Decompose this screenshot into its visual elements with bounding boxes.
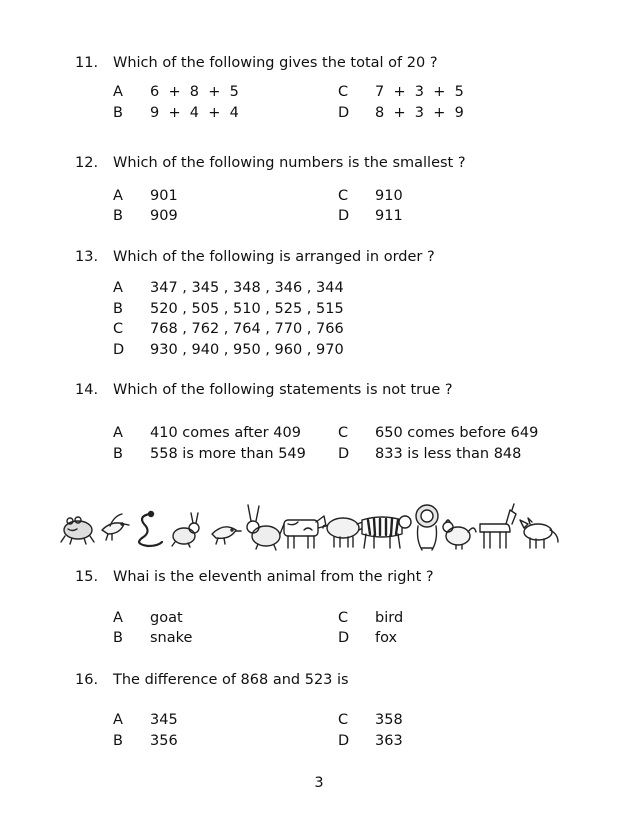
question-12-text: Which of the following numbers is the smallest ? <box>113 155 466 171</box>
question-15-number: 15. <box>75 569 99 585</box>
question-11-number: 11. <box>75 55 99 71</box>
q16-option-a-text: 345 <box>150 712 178 728</box>
q13-option-a-text: 347 , 345 , 348 , 346 , 344 <box>150 280 344 296</box>
tiger-icon <box>362 516 411 548</box>
q11-option-b-letter: B <box>113 105 123 121</box>
q13-option-b-letter: B <box>113 301 123 317</box>
q16-option-b-text: 356 <box>150 733 178 749</box>
q13-option-d-letter: D <box>113 342 125 358</box>
q12-option-d-text: 911 <box>375 208 403 224</box>
question-14-text: Which of the following statements is not true ? <box>113 382 453 398</box>
q12-option-c-text: 910 <box>375 188 403 204</box>
q14-option-a-text: 410 comes after 409 <box>150 425 301 441</box>
cow-icon <box>280 516 326 548</box>
rabbit-icon <box>172 513 199 547</box>
q14-option-c-letter: C <box>338 425 349 441</box>
q11-option-b-text: 9 + 4 + 4 <box>150 105 239 121</box>
q12-option-b-letter: B <box>113 208 123 224</box>
q12-option-a-text: 901 <box>150 188 178 204</box>
q13-option-a-letter: A <box>113 280 123 296</box>
question-12-number: 12. <box>75 155 99 171</box>
q16-option-d-text: 363 <box>375 733 403 749</box>
q15-option-a-text: goat <box>150 610 183 626</box>
q11-option-c-text: 7 + 3 + 5 <box>375 84 464 100</box>
q15-option-c-letter: C <box>338 610 349 626</box>
animal-row-illustration <box>60 494 560 554</box>
rabbit-icon <box>247 505 280 550</box>
question-15-text: Whai is the eleventh animal from the right ? <box>113 569 434 585</box>
q15-option-b-letter: B <box>113 630 123 646</box>
q11-option-c-letter: C <box>338 84 349 100</box>
snake-icon <box>139 512 162 547</box>
pig-icon <box>323 518 363 547</box>
question-14-number: 14. <box>75 382 99 398</box>
q14-option-d-letter: D <box>338 446 350 462</box>
goat-icon <box>480 504 516 548</box>
q13-option-b-text: 520 , 505 , 510 , 525 , 515 <box>150 301 344 317</box>
fox-icon <box>520 518 558 548</box>
q14-option-b-letter: B <box>113 446 123 462</box>
page-number: 3 <box>314 775 324 791</box>
q16-option-a-letter: A <box>113 712 123 728</box>
q12-option-b-text: 909 <box>150 208 178 224</box>
question-13-text: Which of the following is arranged in order ? <box>113 249 435 265</box>
q16-option-c-text: 358 <box>375 712 403 728</box>
q11-option-d-text: 8 + 3 + 9 <box>375 105 464 121</box>
q12-option-c-letter: C <box>338 188 349 204</box>
q15-option-c-text: bird <box>375 610 404 626</box>
q14-option-d-text: 833 is less than 848 <box>375 446 522 462</box>
q13-option-c-text: 768 , 762 , 764 , 770 , 766 <box>150 321 344 337</box>
bird-icon <box>102 514 129 540</box>
bird-icon <box>212 527 241 544</box>
question-11-text: Which of the following gives the total of 20 ? <box>113 55 438 71</box>
q12-option-a-letter: A <box>113 188 123 204</box>
q13-option-d-text: 930 , 940 , 950 , 960 , 970 <box>150 342 344 358</box>
frog-icon <box>61 517 94 544</box>
q16-option-b-letter: B <box>113 733 123 749</box>
question-16-text: The difference of 868 and 523 is <box>113 672 349 688</box>
question-13-number: 13. <box>75 249 99 265</box>
q15-option-d-text: fox <box>375 630 398 646</box>
q14-option-b-text: 558 is more than 549 <box>150 446 306 462</box>
q11-option-a-text: 6 + 8 + 5 <box>150 84 239 100</box>
q15-option-b-text: snake <box>150 630 193 646</box>
q13-option-c-letter: C <box>113 321 124 337</box>
q11-option-a-letter: A <box>113 84 123 100</box>
q15-option-d-letter: D <box>338 630 350 646</box>
q16-option-c-letter: C <box>338 712 349 728</box>
q15-option-a-letter: A <box>113 610 123 626</box>
q14-option-c-text: 650 comes before 649 <box>375 425 539 441</box>
q12-option-d-letter: D <box>338 208 350 224</box>
q16-option-d-letter: D <box>338 733 350 749</box>
hen-icon <box>443 520 476 549</box>
lion-icon <box>416 505 438 550</box>
q11-option-d-letter: D <box>338 105 350 121</box>
q14-option-a-letter: A <box>113 425 123 441</box>
question-16-number: 16. <box>75 672 99 688</box>
